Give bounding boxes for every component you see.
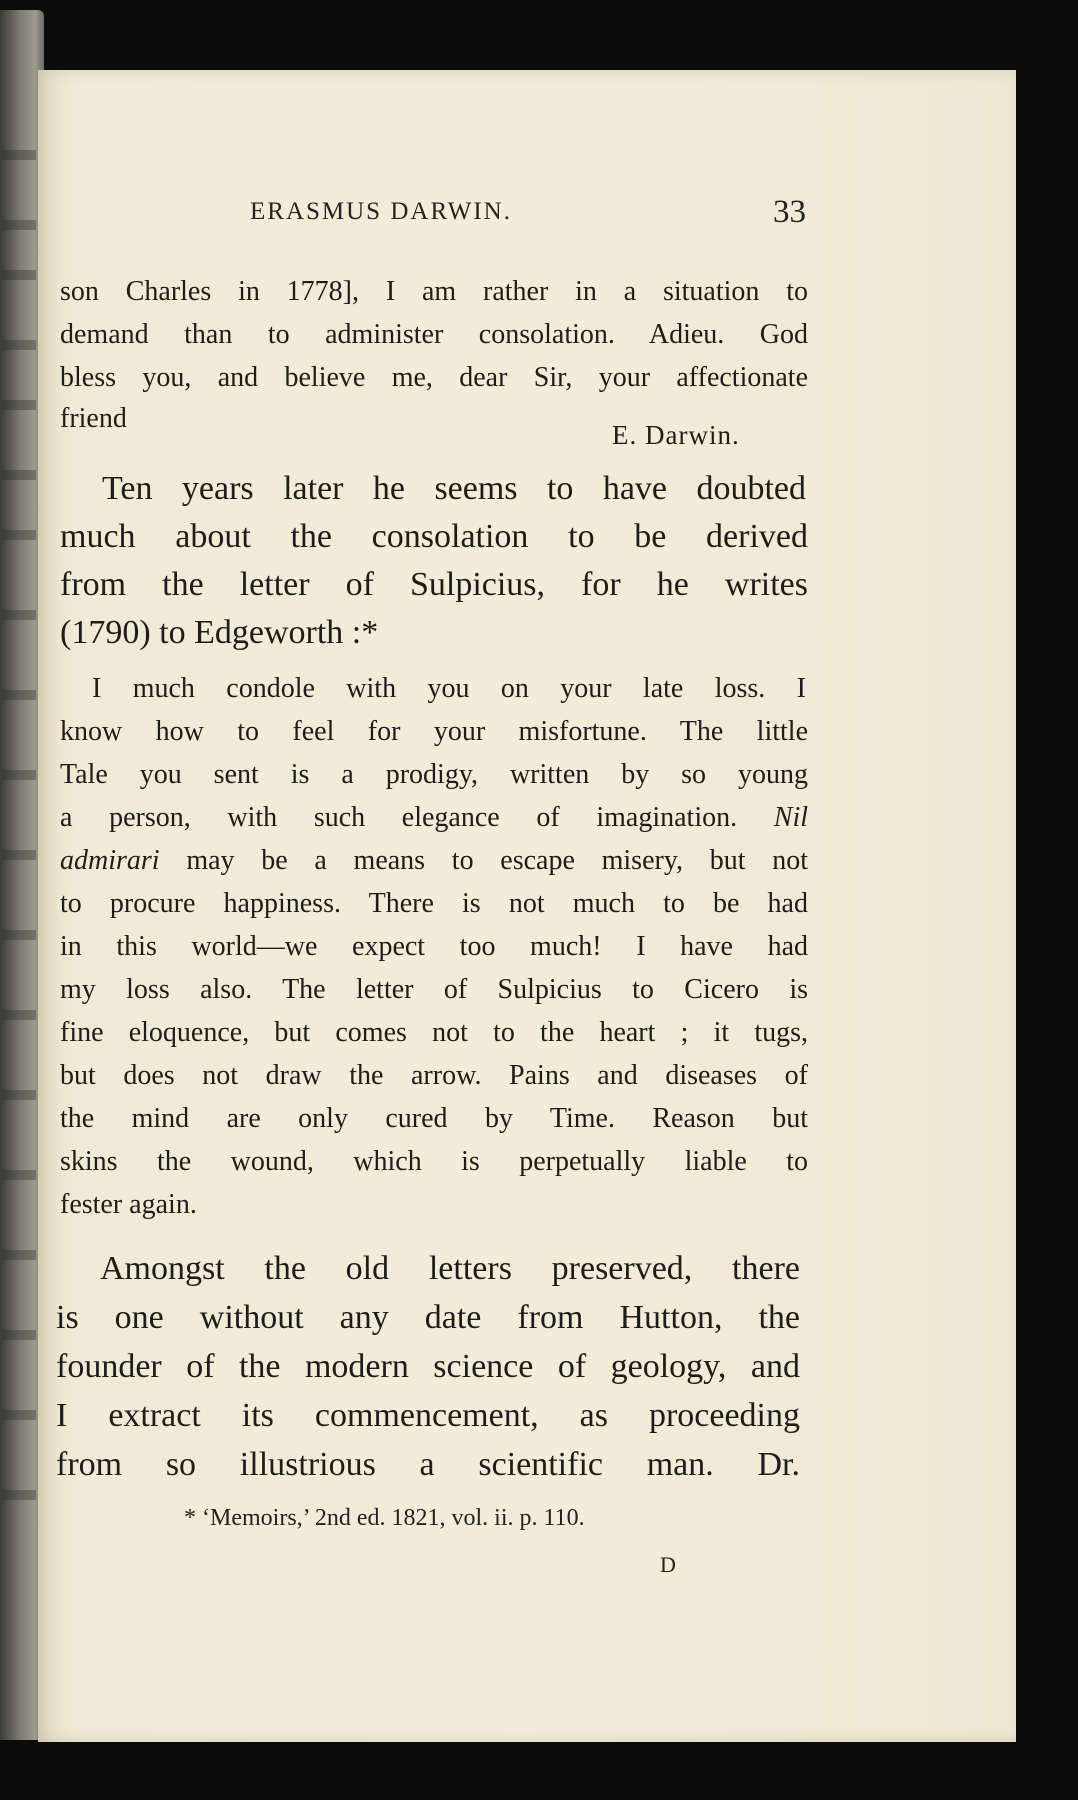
quote-text: a person, with such elegance of imagination.	[60, 802, 738, 833]
page-number: 33	[773, 194, 806, 230]
ghost-text-mark	[2, 1250, 36, 1260]
text-line: demand than to administer consolation. Adieu. God	[60, 319, 808, 350]
italic-phrase: Nil	[773, 802, 808, 833]
ghost-text-mark	[2, 220, 36, 230]
ghost-text-mark	[2, 850, 36, 860]
italic-phrase: admirari	[60, 845, 160, 876]
ghost-text-mark	[2, 150, 36, 160]
paragraph-line: much about the consolation to be derived	[60, 518, 808, 555]
quote-line: know how to feel for your misfortune. The little	[60, 716, 808, 747]
quote-text: may be a means to escape misery, but not	[186, 845, 809, 876]
ghost-text-mark	[2, 930, 36, 940]
running-head: ERASMUS DARWIN.	[250, 198, 512, 225]
signature: E. Darwin.	[612, 420, 740, 450]
text-line: friend	[60, 403, 127, 434]
quote-line: skins the wound, which is perpetually liable to	[60, 1146, 808, 1177]
ghost-text-mark	[2, 270, 36, 280]
quote-line: fine eloquence, but comes not to the heart ; it tugs,	[60, 1017, 808, 1048]
quote-line: Tale you sent is a prodigy, written by so young	[60, 759, 808, 790]
paragraph-line: (1790) to Edgeworth :*	[60, 614, 379, 651]
paragraph-line: founder of the modern science of geology, and	[56, 1348, 800, 1385]
ghost-text-mark	[2, 1090, 36, 1100]
ghost-text-mark	[2, 690, 36, 700]
quote-line: I much condole with you on your late loss. I	[92, 673, 806, 704]
ghost-text-mark	[2, 400, 36, 410]
text-line: bless you, and believe me, dear Sir, your affectionate	[60, 362, 808, 393]
ghost-text-mark	[2, 340, 36, 350]
paragraph-line: Ten years later he seems to have doubted	[102, 470, 806, 507]
ghost-text-mark	[2, 470, 36, 480]
ghost-text-mark	[2, 1410, 36, 1420]
paragraph-line: from the letter of Sulpicius, for he writes	[60, 566, 808, 603]
quote-line	[60, 845, 808, 877]
quote-line: fester again.	[60, 1189, 197, 1220]
ghost-text-mark	[2, 1490, 36, 1500]
ghost-text-mark	[2, 530, 36, 540]
ghost-text-mark	[2, 610, 36, 620]
paragraph-line: I extract its commencement, as proceeding	[56, 1397, 800, 1434]
ghost-text-mark	[2, 770, 36, 780]
paragraph-line: Amongst the old letters preserved, there	[100, 1250, 800, 1287]
ghost-text-mark	[2, 1330, 36, 1340]
ghost-text-mark	[2, 1170, 36, 1180]
quote-line	[60, 802, 808, 834]
quote-line: to procure happiness. There is not much to be had	[60, 888, 808, 919]
printer-signature-mark: D	[660, 1552, 676, 1577]
footnote: * ‘Memoirs,’ 2nd ed. 1821, vol. ii. p. 110.	[184, 1505, 585, 1531]
quote-line: my loss also. The letter of Sulpicius to Cicero is	[60, 974, 808, 1005]
paragraph-line: from so illustrious a scientific man. Dr.	[56, 1446, 800, 1483]
quote-line: the mind are only cured by Time. Reason but	[60, 1103, 808, 1134]
text-line: son Charles in 1778], I am rather in a situation to	[60, 276, 808, 307]
quote-line: but does not draw the arrow. Pains and diseases of	[60, 1060, 808, 1091]
ghost-text-mark	[2, 1010, 36, 1020]
paragraph-line: is one without any date from Hutton, the	[56, 1299, 800, 1336]
quote-line: in this world—we expect too much! I have had	[60, 931, 808, 962]
